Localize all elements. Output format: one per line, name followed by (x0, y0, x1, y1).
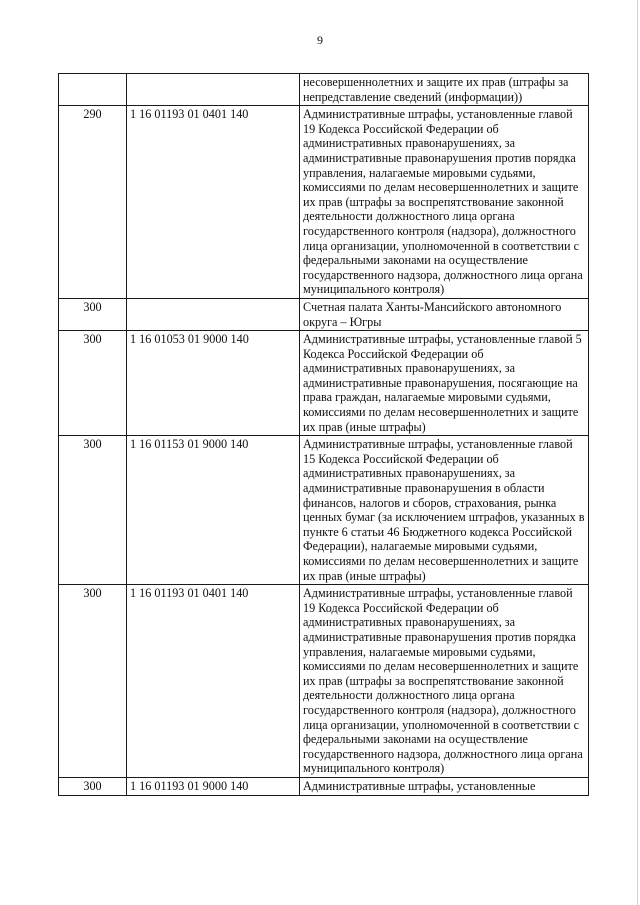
description-cell: Административные штрафы, установленные главой 19 Кодекса Российской Федерации об административных правонарушениях, за административные правонарушения против порядка управления, налагаемые мировыми судьями, комиссиями по делам несовершеннолетних и защите их прав (штрафы за воспрепятствование законной деятельности должностного лица органа государственного контроля (надзора), должностного лица организации, уполномоченной в соответствии с федеральными законами на осуществление государственного надзора, должностного лица органа муниципального контроля) (300, 585, 589, 778)
description-cell: Административные штрафы, установленные главой 5 Кодекса Российской Федерации об административных правонарушениях, за административные правонарушения, посягающие на права граждан, налагаемые мировыми судьями, комиссиями по делам несовершеннолетних и защите их прав (иные штрафы) (300, 331, 589, 436)
budget-code-cell: 1 16 01153 01 9000 140 (127, 436, 300, 585)
description-cell: несовершеннолетних и защите их прав (штрафы за непредставление сведений (информации)) (300, 74, 589, 106)
budget-codes-table (58, 73, 589, 796)
table-row (59, 298, 589, 330)
table-row (59, 436, 589, 585)
table-row (59, 106, 589, 299)
row-number-cell: 300 (59, 436, 127, 585)
table-row (59, 777, 589, 795)
budget-code-cell: 1 16 01193 01 0401 140 (127, 106, 300, 299)
row-number-cell: 300 (59, 585, 127, 778)
row-number-cell (59, 74, 127, 106)
table-row (59, 74, 589, 106)
description-cell: Административные штрафы, установленные главой 19 Кодекса Российской Федерации об административных правонарушениях, за административные правонарушения против порядка управления, налагаемые мировыми судьями, комиссиями по делам несовершеннолетних и защите их прав (штрафы за воспрепятствование законной деятельности должностного лица органа государственного контроля (надзора), должностного лица организации, уполномоченной в соответствии с федеральными законами на осуществление государственного надзора, должностного лица органа муниципального контроля) (300, 106, 589, 299)
page-edge-line (637, 0, 638, 905)
description-cell: Административные штрафы, установленные (300, 777, 589, 795)
budget-code-cell (127, 74, 300, 106)
row-number-cell: 300 (59, 298, 127, 330)
budget-code-cell: 1 16 01193 01 0401 140 (127, 585, 300, 778)
row-number-cell: 300 (59, 331, 127, 436)
budget-code-cell (127, 298, 300, 330)
table-body (59, 74, 589, 796)
budget-code-cell: 1 16 01193 01 9000 140 (127, 777, 300, 795)
table-row (59, 331, 589, 436)
page-number: 9 (317, 33, 323, 47)
row-number-cell: 300 (59, 777, 127, 795)
description-cell: Счетная палата Ханты-Мансийского автономного округа – Югры (300, 298, 589, 330)
description-cell: Административные штрафы, установленные главой 15 Кодекса Российской Федерации об административных правонарушениях, за административные правонарушения в области финансов, налогов и сборов, страхования, рынка ценных бумаг (за исключением штрафов, указанных в пункте 6 статьи 46 Бюджетного кодекса Российской Федерации), налагаемые мировыми судьями, комиссиями по делам несовершеннолетних и защите их прав (иные штрафы) (300, 436, 589, 585)
budget-code-cell: 1 16 01053 01 9000 140 (127, 331, 300, 436)
table-row (59, 585, 589, 778)
row-number-cell: 290 (59, 106, 127, 299)
